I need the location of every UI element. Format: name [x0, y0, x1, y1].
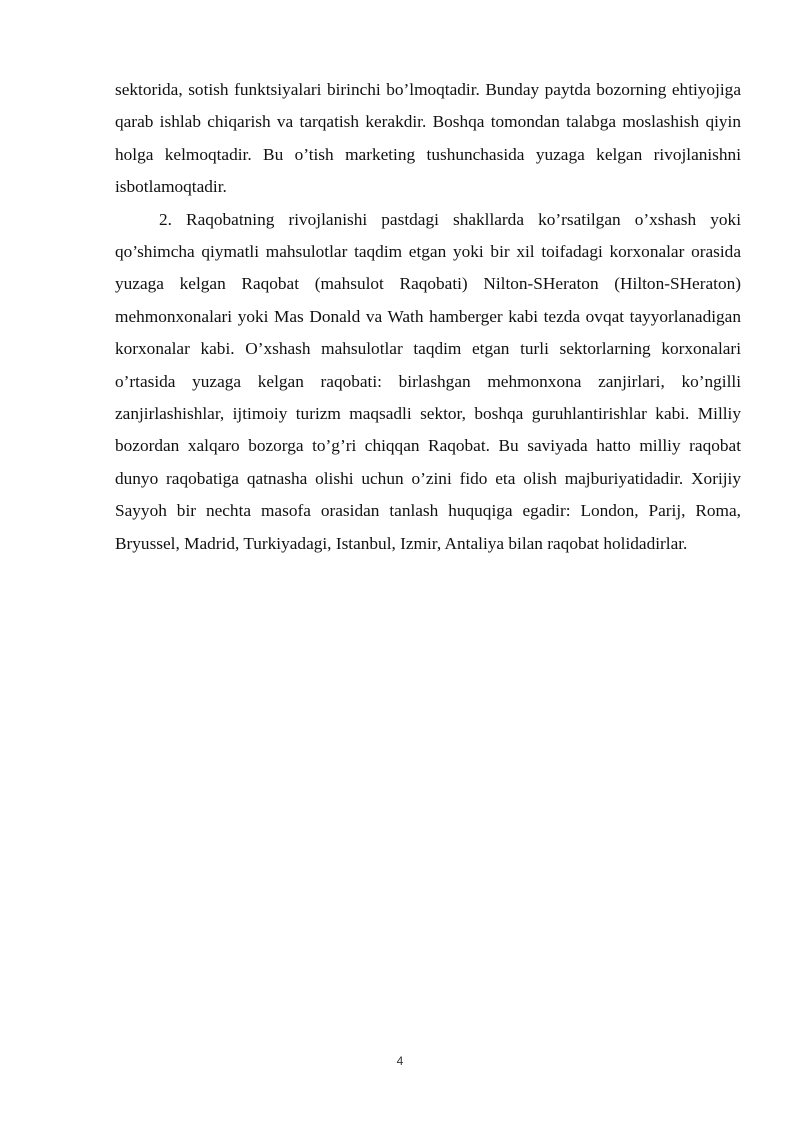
paragraph-numbered-2: 2. Raqobatning rivojlanishi pastdagi shakllarda ko’rsatilgan o’xshash yoki qo’shimcha qiymatli mahsulotlar taqdim etgan yoki bir xil toifadagi korxonalar orasida yuzaga kelgan Raqobat (mahsulot Raqobati) Nilton-SHeraton (Hilton-SHeraton) mehmonxonalari yoki Mas Donald va Wath hamberger kabi tezda ovqat tayyorlanadigan korxonalar kabi. O’xshash mahsulotlar taqdim etgan turli sektorlarning korxonalari o’rtasida yuzaga kelgan raqobati: birlashgan mehmonxona zanjirlari, ko’ngilli zanjirlashishlar, ijtimoiy turizm maqsadli sektor, boshqa guruhlantirishlar kabi. Milliy bozordan xalqaro bozorga to’g’ri chiqqan Raqobat. Bu saviyada hatto milliy raqobat dunyo raqobatiga qatnasha olishi uchun o’zini fido eta olish majburiyatidadir. Xorijiy Sayyoh bir nechta masofa orasidan tanlash huquqiga egadir: London, Parij, Roma, Bryussel, Madrid, Turkiyadagi, Istanbul, Izmir, Antaliya bilan raqobat holidadirlar.	[115, 209, 741, 553]
paragraph-continuation: sektorida, sotish funktsiyalari birinchi bo’lmoqtadir. Bunday paytda bozorning ehtiyojiga qarab ishlab chiqarish va tarqatish kerakdir. Boshqa tomondan talabga moslashish qiyin holga kelmoqtadir. Bu o’tish marketing tushunchasida yuzaga kelgan rivojlanishni isbotlamoqtadir.	[115, 80, 741, 197]
body-text	[115, 74, 741, 560]
page-number: 4	[396, 1054, 404, 1068]
